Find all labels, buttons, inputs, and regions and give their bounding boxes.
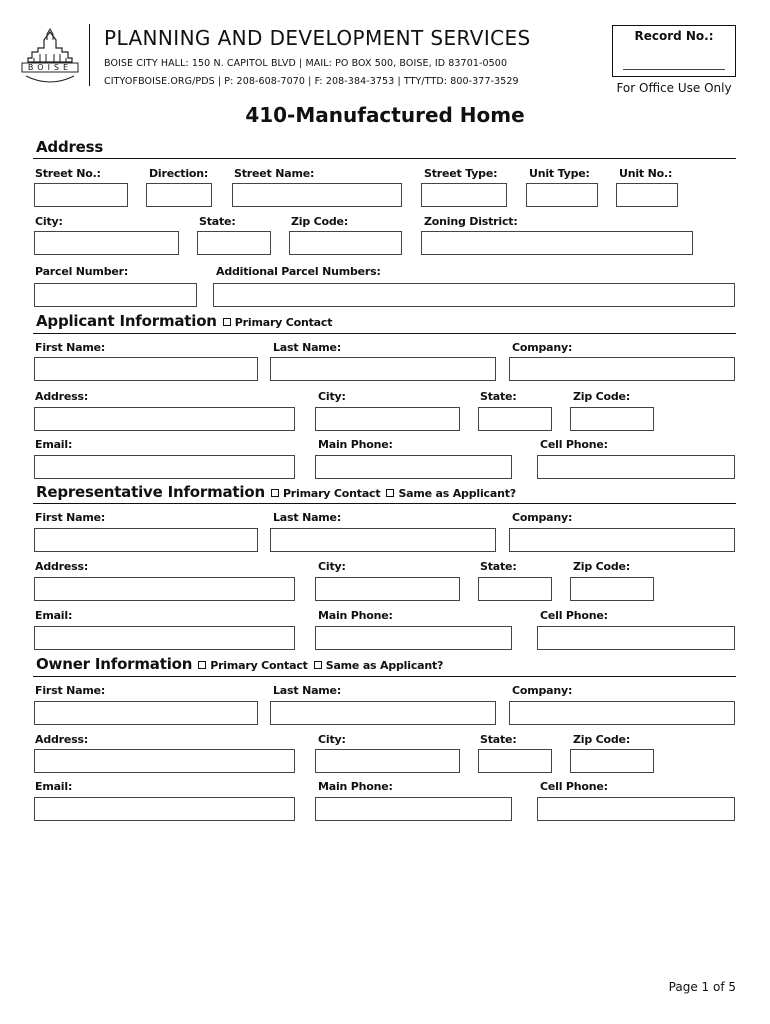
record-number-box — [612, 25, 736, 77]
parcel-number-label: Parcel Number: — [35, 265, 129, 278]
representative-company-label: Company: — [512, 511, 573, 524]
street-type-field[interactable] — [421, 183, 507, 207]
representative-city-label: City: — [318, 560, 346, 573]
owner-zip-label: Zip Code: — [573, 733, 631, 746]
parcel-number-field[interactable] — [34, 283, 197, 307]
owner-state-field[interactable] — [478, 749, 552, 773]
section-heading-address — [36, 138, 103, 156]
contact-line: CITYOFBOISE.ORG/PDS | P: 208-608-7070 | F: 208-384-3753 | TTY/TTD: 800-377-3529 — [104, 76, 519, 87]
owner-state-label: State: — [480, 733, 517, 746]
address-line: BOISE CITY HALL: 150 N. CAPITOL BLVD | MAIL: PO BOX 500, BOISE, ID 83701-0500 — [104, 58, 508, 69]
applicant-last-name-field[interactable] — [270, 357, 496, 381]
street-no-field[interactable] — [34, 183, 128, 207]
department-title: PLANNING AND DEVELOPMENT SERVICES — [104, 26, 531, 50]
unit-type-label: Unit Type: — [529, 167, 590, 180]
street-name-label: Street Name: — [234, 167, 315, 180]
additional-parcels-field[interactable] — [213, 283, 735, 307]
applicant-cell-phone-field[interactable] — [537, 455, 735, 479]
representative-email-label: Email: — [35, 609, 73, 622]
applicant-primary-contact-checkbox[interactable] — [223, 318, 231, 326]
representative-same-as-applicant-checkbox[interactable] — [386, 489, 394, 497]
city-seal-icon — [20, 24, 80, 86]
owner-first-name-label: First Name: — [35, 684, 106, 697]
owner-email-label: Email: — [35, 780, 73, 793]
owner-same-as-applicant-label: Same as Applicant? — [325, 659, 444, 672]
applicant-primary-contact-label: Primary Contact — [234, 316, 333, 329]
zoning-label: Zoning District: — [424, 215, 518, 228]
applicant-first-name-field[interactable] — [34, 357, 258, 381]
owner-cell-phone-field[interactable] — [537, 797, 735, 821]
owner-primary-contact-checkbox[interactable] — [198, 661, 206, 669]
record-number-line — [623, 69, 725, 70]
street-type-label: Street Type: — [424, 167, 498, 180]
page-number: Page 1 of 5 — [668, 980, 736, 994]
applicant-state-field[interactable] — [478, 407, 552, 431]
applicant-address-label: Address: — [35, 390, 89, 403]
applicant-city-label: City: — [318, 390, 346, 403]
section-heading-applicant — [36, 312, 332, 330]
owner-address-label: Address: — [35, 733, 89, 746]
representative-email-field[interactable] — [34, 626, 295, 650]
applicant-company-field[interactable] — [509, 357, 735, 381]
section-rule — [33, 503, 736, 504]
city-field[interactable] — [34, 231, 179, 255]
representative-city-field[interactable] — [315, 577, 460, 601]
owner-same-as-applicant-checkbox[interactable] — [314, 661, 322, 669]
owner-company-field[interactable] — [509, 701, 735, 725]
section-rule — [33, 676, 736, 677]
owner-main-phone-label: Main Phone: — [318, 780, 393, 793]
unit-no-label: Unit No.: — [619, 167, 673, 180]
record-number-label: Record No.: — [634, 29, 714, 43]
representative-company-field[interactable] — [509, 528, 735, 552]
section-rule — [33, 333, 736, 334]
unit-type-field[interactable] — [526, 183, 598, 207]
applicant-main-phone-field[interactable] — [315, 455, 512, 479]
applicant-heading: Applicant Information — [36, 312, 217, 330]
applicant-email-field[interactable] — [34, 455, 295, 479]
applicant-last-name-label: Last Name: — [273, 341, 342, 354]
applicant-city-field[interactable] — [315, 407, 460, 431]
section-heading-owner — [36, 655, 443, 673]
applicant-first-name-label: First Name: — [35, 341, 106, 354]
additional-parcels-label: Additional Parcel Numbers: — [216, 265, 381, 278]
representative-cell-phone-field[interactable] — [537, 626, 735, 650]
owner-last-name-field[interactable] — [270, 701, 496, 725]
applicant-zip-label: Zip Code: — [573, 390, 631, 403]
representative-last-name-field[interactable] — [270, 528, 496, 552]
representative-primary-contact-checkbox[interactable] — [271, 489, 279, 497]
owner-cell-phone-label: Cell Phone: — [540, 780, 608, 793]
applicant-state-label: State: — [480, 390, 517, 403]
representative-state-label: State: — [480, 560, 517, 573]
applicant-zip-field[interactable] — [570, 407, 654, 431]
owner-primary-contact-label: Primary Contact — [210, 659, 308, 672]
owner-main-phone-field[interactable] — [315, 797, 512, 821]
zoning-district-field[interactable] — [421, 231, 693, 255]
header-divider — [89, 24, 90, 86]
zip-field[interactable] — [289, 231, 402, 255]
representative-first-name-label: First Name: — [35, 511, 106, 524]
logo-text: BOISE — [27, 63, 73, 72]
applicant-company-label: Company: — [512, 341, 573, 354]
state-field[interactable] — [197, 231, 271, 255]
representative-cell-phone-label: Cell Phone: — [540, 609, 608, 622]
representative-primary-contact-label: Primary Contact — [282, 487, 381, 500]
unit-no-field[interactable] — [616, 183, 678, 207]
applicant-cell-phone-label: Cell Phone: — [540, 438, 608, 451]
representative-zip-field[interactable] — [570, 577, 654, 601]
owner-city-label: City: — [318, 733, 346, 746]
representative-same-as-applicant-label: Same as Applicant? — [398, 487, 516, 500]
zip-label: Zip Code: — [291, 215, 349, 228]
city-label: City: — [35, 215, 63, 228]
section-rule — [33, 158, 736, 159]
owner-address-field[interactable] — [34, 749, 295, 773]
owner-last-name-label: Last Name: — [273, 684, 342, 697]
representative-heading: Representative Information — [36, 483, 265, 501]
owner-city-field[interactable] — [315, 749, 460, 773]
representative-state-field[interactable] — [478, 577, 552, 601]
representative-last-name-label: Last Name: — [273, 511, 342, 524]
direction-label: Direction: — [149, 167, 209, 180]
representative-main-phone-label: Main Phone: — [318, 609, 393, 622]
owner-company-label: Company: — [512, 684, 573, 697]
section-heading-representative — [36, 483, 516, 501]
representative-zip-label: Zip Code: — [573, 560, 631, 573]
street-no-label: Street No.: — [35, 167, 101, 180]
street-name-field[interactable] — [232, 183, 402, 207]
applicant-address-field[interactable] — [34, 407, 295, 431]
form-title: 410-Manufactured Home — [245, 103, 525, 127]
office-use-note: For Office Use Only — [616, 81, 732, 95]
applicant-email-label: Email: — [35, 438, 73, 451]
applicant-main-phone-label: Main Phone: — [318, 438, 393, 451]
owner-heading: Owner Information — [36, 655, 193, 673]
representative-first-name-field[interactable] — [34, 528, 258, 552]
owner-first-name-field[interactable] — [34, 701, 258, 725]
city-logo — [20, 24, 80, 86]
owner-email-field[interactable] — [34, 797, 295, 821]
representative-main-phone-field[interactable] — [315, 626, 512, 650]
address-heading: Address — [36, 138, 104, 156]
direction-field[interactable] — [146, 183, 212, 207]
owner-zip-field[interactable] — [570, 749, 654, 773]
state-label: State: — [199, 215, 236, 228]
representative-address-field[interactable] — [34, 577, 295, 601]
representative-address-label: Address: — [35, 560, 89, 573]
